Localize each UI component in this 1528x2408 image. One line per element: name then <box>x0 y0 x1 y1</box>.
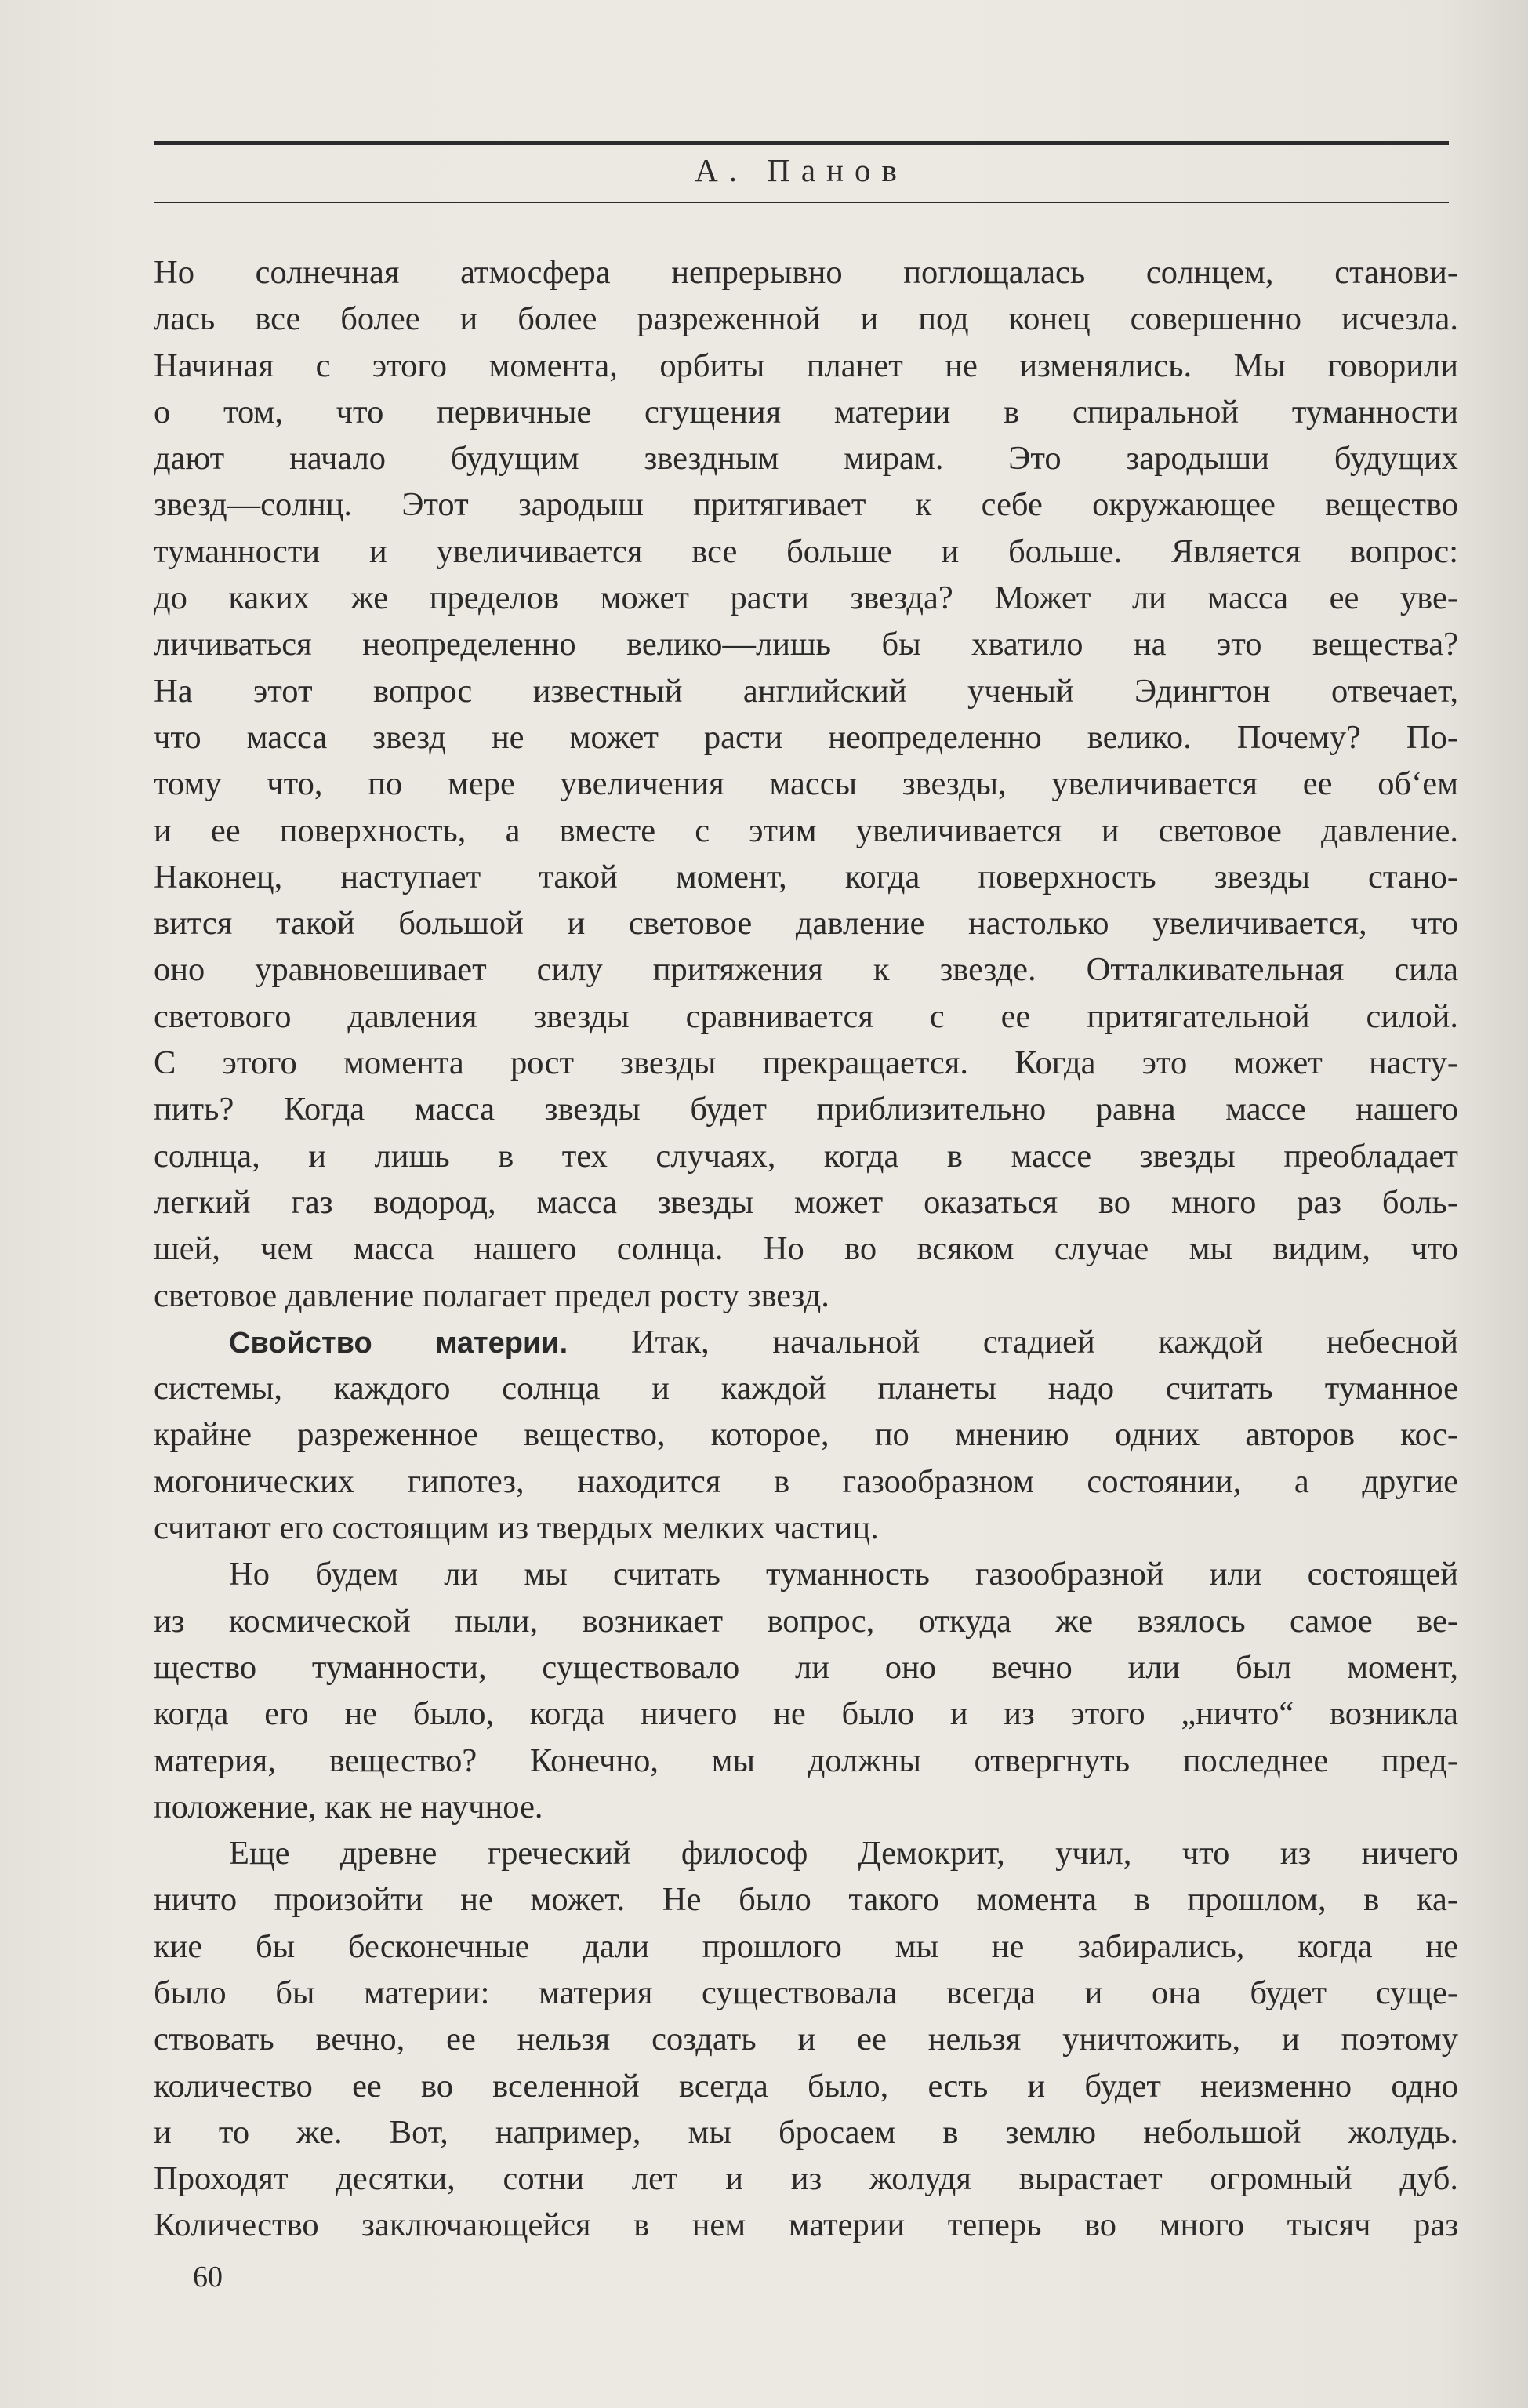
text-line: и ее поверхность, а вместе с этим увеличивается и световое давление. <box>154 812 1458 849</box>
text-line: шей, чем масса нашего солнца. Но во всяком случае мы видим, что <box>154 1230 1458 1268</box>
text-line: и то же. Вот, например, мы бросаем в землю небольшой жолудь. <box>154 2113 1458 2151</box>
text-line: солнца, и лишь в тех случаях, когда в массе звезды преобладает <box>154 1137 1458 1175</box>
text-line: Еще древне греческий философ Демокрит, учил, что из ничего <box>229 1835 1458 1872</box>
body-text <box>154 249 1458 2249</box>
text-line: Наконец, наступает такой момент, когда поверхность звезды стано- <box>154 858 1458 895</box>
section-first-line-text: Итак, начальной стадией каждой небесной <box>630 1323 1459 1360</box>
text-line: о том, что первичные сгущения материи в спиральной туманности <box>154 393 1458 430</box>
text-line: тому что, по мере увеличения массы звезды, увеличивается ее об‘ем <box>154 765 1458 803</box>
header-rule-bottom <box>154 202 1449 203</box>
text-line: могонических гипотез, находится в газообразном состоянии, а другие <box>154 1462 1458 1500</box>
text-line: легкий газ водород, масса звезды может оказаться во много раз боль- <box>154 1183 1458 1221</box>
text-line: Но солнечная атмосфера непрерывно поглощалась солнцем, станови- <box>154 254 1458 291</box>
text-line: звезд—солнц. Этот зародыш притягивает к себе окружающее вещество <box>154 486 1458 524</box>
text-line: личиваться неопределенно велико—лишь бы хватило на это вещества? <box>154 626 1458 663</box>
text-line: количество ее во вселенной всегда было, есть и будет неизменно одно <box>154 2067 1458 2105</box>
text-line: из космической пыли, возникает вопрос, откуда же взялось самое ве- <box>154 1602 1458 1640</box>
text-line: считают его состоящим из твердых мелких частиц. <box>154 1509 879 1547</box>
running-head: А. Панов <box>695 152 908 188</box>
text-line: Но будем ли мы считать туманность газообразной или состоящей <box>229 1556 1458 1593</box>
text-line: до каких же пределов может расти звезда? Может ли масса ее уве- <box>154 579 1458 617</box>
text-line: лась все более и более разреженной и под конец совершенно исчезла. <box>154 300 1458 338</box>
text-line: дают начало будущим звездным мирам. Это зародыши будущих <box>154 440 1458 478</box>
text-line: крайне разреженное вещество, которое, по мнению одних авторов кос- <box>154 1416 1458 1454</box>
text-line: кие бы бесконечные дали прошлого мы не забирались, когда не <box>154 1927 1458 1965</box>
text-line: Проходят десятки, сотни лет и из жолудя вырастает огромный дуб. <box>154 2160 1458 2198</box>
header-rule-top <box>154 141 1449 145</box>
page-number: 60 <box>193 2261 223 2294</box>
text-line: ствовать вечно, ее нельзя создать и ее нельзя уничтожить, и поэтому <box>154 2021 1458 2058</box>
text-line: светового давления звезды сравнивается с ее притягательной силой. <box>154 997 1458 1035</box>
text-line: Количество заключающейся в нем материи теперь во много тысяч раз <box>154 2206 1458 2244</box>
text-line: щество туманности, существовало ли оно вечно или был момент, <box>154 1648 1458 1686</box>
text-line: ничто произойти не может. Не было такого момента в прошлом, в ка- <box>154 1881 1458 1919</box>
text-line: С этого момента рост звезды прекращается. Когда это может насту- <box>154 1044 1458 1082</box>
text-line: На этот вопрос известный английский ученый Эдингтон отвечает, <box>154 672 1458 710</box>
section-heading: Свойство материи. <box>229 1326 568 1360</box>
text-line: было бы материи: материя существовала всегда и она будет суще- <box>154 1974 1458 2011</box>
text-line: световое давление полагает предел росту звезд. <box>154 1277 829 1314</box>
text-line: что масса звезд не может расти неопределенно велико. Почему? По- <box>154 718 1458 756</box>
text-line: оно уравновешивает силу притяжения к звезде. Отталкивательная сила <box>154 951 1458 989</box>
text-line: пить? Когда масса звезды будет приблизительно равна массе нашего <box>154 1091 1458 1128</box>
text-line: системы, каждого солнца и каждой планеты надо считать туманное <box>154 1370 1458 1407</box>
text-line: Начиная с этого момента, орбиты планет не изменялись. Мы говорили <box>154 347 1458 384</box>
section-first-line <box>154 1319 1458 1365</box>
text-line: вится такой большой и световое давление настолько увеличивается, что <box>154 905 1458 942</box>
text-line: материя, вещество? Конечно, мы должны отвергнуть последнее пред- <box>154 1742 1458 1779</box>
text-line: когда его не было, когда ничего не было и из этого „ничто“ возникла <box>154 1695 1458 1733</box>
text-line: туманности и увеличивается все больше и больше. Является вопрос: <box>154 532 1458 570</box>
text-line: положение, как не научное. <box>154 1788 543 1825</box>
